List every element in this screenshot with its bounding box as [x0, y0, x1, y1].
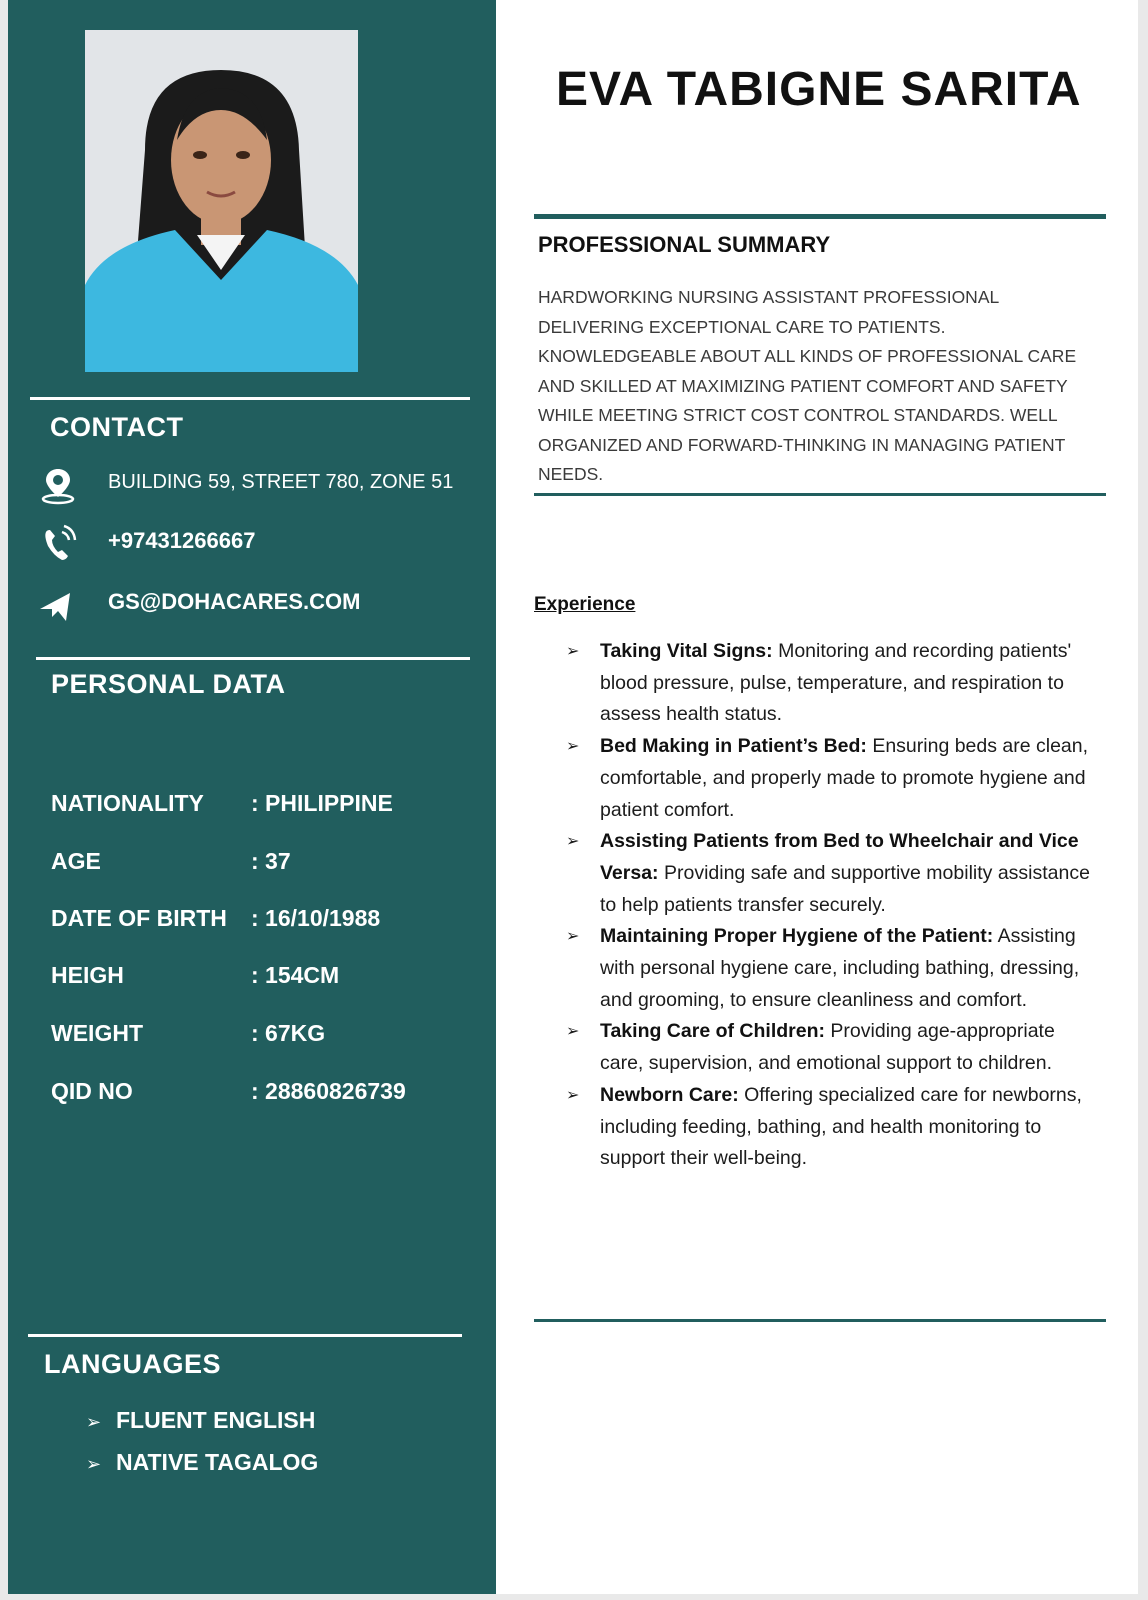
experience-item [566, 1016, 1098, 1079]
summary-text: HARDWORKING NURSING ASSISTANT PROFESSIONAL DELIVERING EXCEPTIONAL CARE TO PATIENTS. KNOWLEDGEABLE ABOUT ALL KINDS OF PROFESSIONAL CARE AND SKILLED AT MAXIMIZING PATIENT COMFORT AND SAFETY WHILE MEETING STRICT COST CONTROL STANDARDS. WELL ORGANIZED AND FORWARD-THINKING IN MANAGING PATIENT NEEDS. [538, 287, 1077, 484]
contact-address-row [38, 465, 478, 505]
contact-address: BUILDING 59, STREET 780, ZONE 51 [108, 471, 454, 493]
sidebar [8, 0, 496, 1594]
personal-data-label: DATE OF BIRTH [51, 905, 227, 931]
arrow-bullet-icon: ➢ [566, 833, 580, 851]
experience-item-title: Newborn Care: [600, 1083, 739, 1106]
languages-divider [28, 1334, 462, 1337]
arrow-bullet-icon: ➢ [566, 643, 580, 660]
paper-plane-icon [38, 583, 78, 623]
language-label: FLUENT ENGLISH [116, 1407, 316, 1433]
arrow-bullet-icon: ➢ [566, 738, 580, 756]
experience-item-title: Maintaining Proper Hygiene of the Patient: [600, 925, 994, 948]
location-pin-icon [38, 465, 78, 505]
experience-item-text: Ensuring beds are clean, comfortable, and properly made to promote hygiene and patient comfort. [600, 735, 1089, 821]
experience-list [566, 636, 1098, 1175]
personal-data-label: HEIGH [51, 962, 124, 988]
personal-data-label: AGE [51, 848, 101, 874]
personal-data-value: : 37 [251, 848, 291, 874]
arrow-bullet-icon: ➢ [86, 1454, 102, 1474]
language-item [86, 1449, 318, 1479]
arrow-bullet-icon: ➢ [566, 928, 580, 946]
candidate-name: EVA TABIGNE SARITA [556, 63, 1082, 116]
summary-bottom-divider [534, 493, 1106, 496]
experience-item-title: Taking Care of Children: [600, 1020, 825, 1043]
main-column [496, 0, 1138, 1594]
experience-item-text: Providing safe and supportive mobility assistance to help patients transfer securely. [600, 861, 1090, 916]
experience-heading: Experience [534, 594, 636, 615]
language-item [86, 1407, 315, 1437]
arrow-bullet-icon: ➢ [86, 1412, 102, 1432]
experience-item-text: Offering specialized care for newborns, including feeding, bathing, and health monitoring to support their well-being. [600, 1083, 1082, 1170]
personal-data-label: WEIGHT [51, 1020, 143, 1046]
summary-heading: PROFESSIONAL SUMMARY [538, 232, 831, 257]
contact-phone-row [38, 522, 478, 562]
personal-data-label: NATIONALITY [51, 790, 204, 816]
experience-item [566, 1080, 1098, 1175]
contact-divider [30, 397, 470, 400]
personal-data-label: QID NO [51, 1078, 133, 1104]
phone-icon [38, 522, 78, 562]
arrow-bullet-icon: ➢ [566, 1023, 580, 1041]
personal-data-value: : 28860826739 [251, 1078, 406, 1104]
language-label: NATIVE TAGALOG [116, 1449, 319, 1475]
contact-email-row [38, 583, 478, 623]
contact-email[interactable]: GS@DOHACARES.COM [108, 589, 361, 614]
arrow-bullet-icon: ➢ [566, 1086, 580, 1104]
contact-heading: CONTACT [50, 412, 184, 442]
personal-data-value: : 154CM [251, 962, 340, 988]
profile-photo [85, 30, 358, 372]
languages-heading: LANGUAGES [44, 1349, 222, 1379]
experience-item-text: Providing age-appropriate care, supervision, and emotional support to children. [600, 1020, 1055, 1075]
personal-data-heading: PERSONAL DATA [51, 669, 286, 699]
summary-top-divider [534, 214, 1106, 219]
experience-item-title: Taking Vital Signs: [600, 640, 773, 662]
personal-data-value: : PHILIPPINE [251, 790, 393, 816]
experience-item-text: Assisting with personal hygiene care, including bathing, dressing, and grooming, to ensure cleanliness and comfort. [600, 925, 1080, 1011]
personal-data-divider [36, 657, 470, 660]
experience-item-title: Bed Making in Patient’s Bed: [600, 735, 867, 758]
experience-item-title: Assisting Patients from Bed to Wheelchair and Vice Versa: [600, 830, 1079, 884]
experience-item [566, 921, 1098, 1016]
personal-data-value: : 67KG [251, 1020, 326, 1046]
experience-item [566, 636, 1098, 731]
resume-page [8, 0, 1138, 1594]
experience-item [566, 826, 1098, 921]
personal-data-value: : 16/10/1988 [251, 905, 381, 931]
experience-item [566, 731, 1098, 826]
experience-bottom-divider [534, 1319, 1106, 1322]
experience-item-text: Monitoring and recording patients' blood pressure, pulse, temperature, and respiration to assess health status. [600, 640, 1072, 726]
contact-phone[interactable]: +97431266667 [108, 528, 256, 553]
